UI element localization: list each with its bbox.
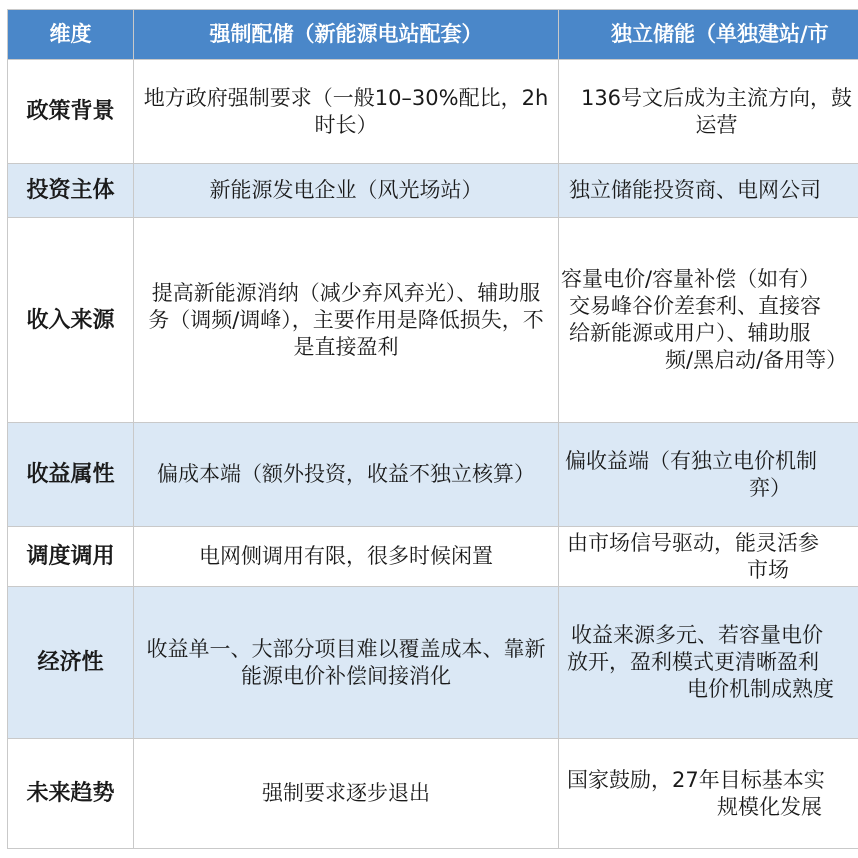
cell-line: 136号文后成为主流方向，鼓: [580, 85, 853, 110]
row-investor-mandatory: 新能源发电企业（风光场站）: [134, 164, 559, 218]
cell-line: 国家鼓励，27年目标基本实: [567, 767, 825, 792]
cell-line: 规模化发展: [717, 794, 822, 819]
row-benefit-independent: [559, 423, 858, 527]
cell-line: 由市场信号驱动，能灵活参: [567, 530, 819, 555]
row-dispatch-mandatory: 电网侧调用有限，很多时候闲置: [134, 527, 559, 587]
row-revenue-mandatory: 提高新能源消纳（减少弃风弃光）、辅助服务（调频/调峰），主要作用是降低损失，不是直接盈利: [134, 218, 559, 423]
row-trend-mandatory: 强制要求逐步退出: [134, 739, 559, 849]
row-trend-independent: [559, 739, 858, 849]
row-dimension-economics: 经济性: [8, 587, 134, 739]
comparison-table: [7, 9, 858, 849]
header-independent-storage: 独立储能（单独建站/市: [559, 10, 858, 60]
header-mandatory-storage: 强制配储（新能源电站配套）: [134, 10, 559, 60]
row-revenue-independent: [559, 218, 858, 423]
cell-line: 偏收益端（有独立电价机制: [565, 448, 817, 473]
row-economics-independent: [559, 587, 858, 739]
row-dimension-future-trend: 未来趋势: [8, 739, 134, 849]
cell-line: 给新能源或用户）、辅助服: [569, 321, 811, 345]
cell-line: 运营: [695, 112, 738, 137]
row-dispatch-independent: [559, 527, 858, 587]
row-dimension-benefit-attribute: 收益属性: [8, 423, 134, 527]
row-policy-independent: [559, 60, 858, 164]
cell-line: 交易峰谷价差套利、直接容: [569, 294, 821, 318]
row-dimension-policy: 政策背景: [8, 60, 134, 164]
row-policy-mandatory: 地方政府强制要求（一般10–30%配比，2h时长）: [134, 60, 559, 164]
row-dimension-dispatch: 调度调用: [8, 527, 134, 587]
row-economics-mandatory: 收益单一、大部分项目难以覆盖成本、靠新能源电价补偿间接消化: [134, 587, 559, 739]
cell-line: 市场: [747, 557, 789, 582]
cell-line: 容量电价/容量补偿（如有）: [561, 267, 821, 291]
row-dimension-revenue: 收入来源: [8, 218, 134, 423]
header-dimension: 维度: [8, 10, 134, 60]
cell-line: 独立储能投资商、电网公司: [569, 178, 821, 202]
row-benefit-mandatory: 偏成本端（额外投资，收益不独立核算）: [134, 423, 559, 527]
cell-line: 频/黑启动/备用等）: [665, 348, 848, 372]
cell-line: 电价机制成熟度: [687, 677, 834, 701]
row-dimension-investor: 投资主体: [8, 164, 134, 218]
cell-line: 收益来源多元、若容量电价: [571, 623, 823, 647]
cell-line: 弈）: [749, 475, 791, 500]
cell-line: 放开，盈利模式更清晰盈利: [567, 650, 819, 674]
row-investor-independent: [559, 164, 858, 218]
